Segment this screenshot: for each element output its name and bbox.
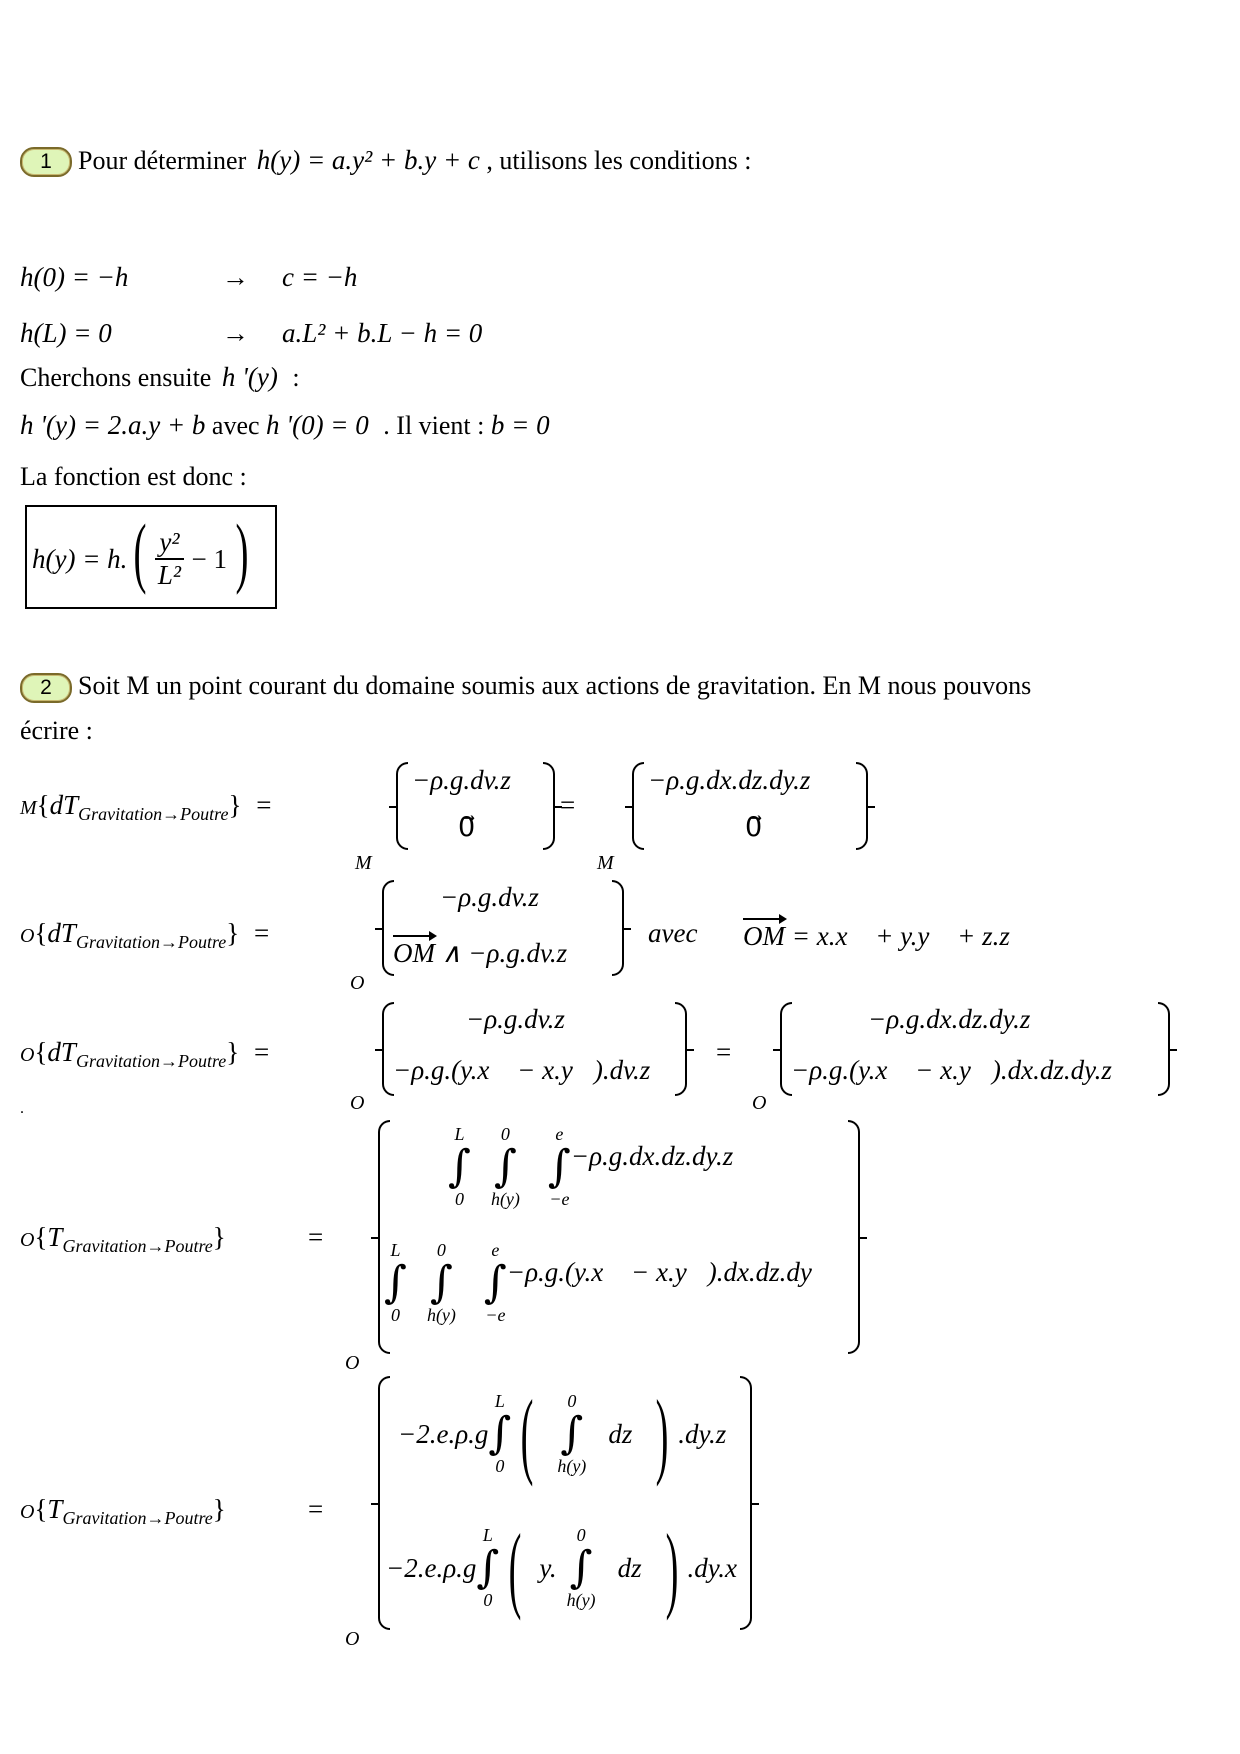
- step-badge-2: 2: [20, 673, 72, 703]
- eq1-equals-2: =: [560, 790, 576, 820]
- derivative-condition: h '(0) = 0: [266, 410, 369, 440]
- step-badge-1: 1: [20, 147, 72, 177]
- result-tail: − 1: [191, 543, 227, 574]
- derivative-avec: avec: [211, 411, 260, 440]
- eq4-torsor: T: [47, 1222, 63, 1252]
- eq2-lhs: $O\{dT_{Gravitation\to Poutre}\}$ =: [20, 918, 270, 952]
- eq1-m2-point: M: [597, 852, 614, 874]
- condition-1-arrow: →: [222, 262, 249, 292]
- eq5-point: O: [20, 1501, 35, 1523]
- eq5-bottom-inner-body: dz: [617, 1552, 642, 1583]
- result-numerator: y²: [155, 527, 183, 560]
- eq2-om-rest: = x.x⃗ + y.y⃗ + z.z⃗: [785, 921, 1031, 951]
- eq4-bottom-integral-3: e ∫ −e: [483, 1240, 507, 1325]
- condition-2-rhs: a.L² + b.L − h = 0: [282, 318, 483, 348]
- eq2-m-top: −ρ.g.dv.z⃗: [440, 882, 560, 912]
- eq1-m1-top: −ρ.g.dv.z⃗: [412, 765, 532, 795]
- eq3-m2-point: O: [752, 1092, 767, 1114]
- section2-intro-line1: Soit M un point courant du domaine soumis aux actions de gravitation. En M nous pouvons: [78, 671, 1032, 700]
- eq2-point: O: [20, 925, 35, 947]
- result-formula: h(y) = h. ( $\frac{\text{y²}}{\text{L²}}$ − 1 ): [32, 508, 249, 595]
- eq5-top-suffix: .dy.z⃗: [678, 1418, 748, 1449]
- condition-1-lhs: h(0) = −h: [20, 262, 129, 292]
- eq4-equals: =: [308, 1222, 324, 1252]
- intro-formula: h(y) = a.y² + b.y + c: [256, 145, 480, 175]
- eq2-m-point: O: [350, 972, 365, 994]
- eq5-bottom-row: −2.e.ρ.g L ∫ 0 ( y. 0 ∫ h(y) dz ) .dy.x⃗: [386, 1514, 759, 1621]
- eq1-equals: =: [256, 790, 272, 820]
- eq2-om-vector-2: OM: [743, 918, 785, 952]
- eq5-bottom-outer-integral: L ∫ 0: [476, 1525, 500, 1610]
- eq1-subscript: Gravitation→Poutre: [78, 804, 229, 824]
- eq4-top-integrand: −ρ.g.dx.dz.dy.z⃗: [570, 1140, 755, 1171]
- eq5-top-inner-body: dz: [608, 1418, 633, 1449]
- eq5-top-outer-integral: L ∫ 0: [488, 1391, 512, 1476]
- eq3-subscript: Gravitation→Poutre: [75, 1051, 227, 1071]
- eq5-m-point: O: [345, 1628, 360, 1650]
- eq3-m1-point: O: [350, 1092, 365, 1114]
- eq3-point: O: [20, 1044, 35, 1066]
- eq3-equals-2: =: [716, 1037, 732, 1067]
- derivative-colon: :: [292, 363, 300, 392]
- eq5-equals: =: [308, 1494, 324, 1524]
- il-vient: . Il vient :: [383, 411, 485, 440]
- eq3-lhs: $O\{dT_{Gravitation\to Poutre}\}$ =: [20, 1037, 270, 1071]
- eq5-lhs: $O\{T_{Gravitation\to Poutre}\}$: [20, 1494, 226, 1528]
- eq5-top-prefix: −2.e.ρ.g: [398, 1418, 489, 1449]
- eq4-top-row: [448, 1124, 754, 1210]
- eq4-point: O: [20, 1229, 35, 1251]
- eq5-bottom-inner-prefix: y.: [539, 1552, 557, 1583]
- eq1-torsor: dT: [49, 790, 79, 820]
- result-box: [25, 505, 277, 609]
- eq4-m-point: O: [345, 1352, 360, 1374]
- derivative-line: [20, 410, 550, 441]
- eq4-bottom-row: [384, 1240, 812, 1326]
- eq1-m1-point: M: [355, 852, 372, 874]
- intro-text-after: , utilisons les conditions :: [486, 146, 752, 175]
- result-lhs: h(y) = h.: [32, 543, 128, 574]
- eq1-point: M: [20, 797, 37, 819]
- derivative-symbol: h '(y): [221, 362, 278, 392]
- eq2-om-definition: [743, 918, 1031, 952]
- eq2-subscript: Gravitation→Poutre: [75, 932, 227, 952]
- condition-2-arrow: →: [222, 318, 249, 348]
- conclusion-text: La fonction est donc :: [20, 462, 247, 491]
- eq1-lhs: $M\{dT_{Gravitation\to Poutre}\}$ =: [20, 790, 272, 824]
- eq2-m-bottom-rest: ∧ −ρ.g.dv.z⃗: [435, 938, 589, 968]
- section2-intro-line2: écrire :: [20, 716, 93, 745]
- eq2-avec: avec: [648, 918, 698, 948]
- eq4-lhs: $O\{T_{Gravitation\to Poutre}\}$: [20, 1222, 226, 1256]
- eq5-top-inner-integral: 0 ∫ h(y): [557, 1391, 587, 1476]
- result-denominator: L²: [157, 560, 182, 590]
- eq5-subscript: Gravitation→Poutre: [62, 1508, 213, 1528]
- eq4-top-integral-1: L ∫ 0: [448, 1124, 471, 1209]
- eq5-bottom-suffix: .dy.x⃗: [687, 1552, 759, 1583]
- eq3-torsor: dT: [47, 1037, 76, 1067]
- result-fraction: [155, 527, 183, 591]
- eq1-m2-bottom: 0⃗: [745, 812, 763, 842]
- derivative-formula: h '(y) = 2.a.y + b: [20, 410, 206, 440]
- derivative-intro-line: [20, 362, 300, 393]
- eq1-m2-top: −ρ.g.dx.dz.dy.z⃗: [648, 765, 832, 795]
- eq3-m2-bottom: −ρ.g.(y.x⃗ − x.y⃗).dx.dz.dy.z⃗: [791, 1055, 1133, 1085]
- eq3-m2-top: −ρ.g.dx.dz.dy.z⃗: [868, 1004, 1052, 1034]
- eq4-top-integral-3: e ∫ −e: [547, 1124, 571, 1209]
- eq4-bottom-integrand: −ρ.g.(y.x⃗ − x.y⃗).dx.dz.dy: [506, 1256, 812, 1287]
- eq3-equals: =: [254, 1037, 270, 1067]
- eq4-bottom-integral-1: L ∫ 0: [384, 1240, 407, 1325]
- stray-dot: .: [20, 1100, 24, 1117]
- eq5-torsor: T: [47, 1494, 63, 1524]
- eq2-equals: =: [254, 918, 270, 948]
- eq5-top-row: −2.e.ρ.g L ∫ 0 ( 0 ∫ h(y) dz ) .dy.z⃗: [398, 1380, 748, 1487]
- eq3-m1-bottom: −ρ.g.(y.x⃗ − x.y⃗).dv.z⃗: [393, 1055, 672, 1085]
- intro-text: Pour déterminer: [78, 146, 247, 175]
- eq5-bottom-prefix: −2.e.ρ.g: [386, 1552, 477, 1583]
- eq4-bottom-integral-2: 0 ∫ h(y): [426, 1240, 456, 1325]
- condition-2-lhs: h(L) = 0: [20, 318, 112, 348]
- derivative-intro: Cherchons ensuite: [20, 363, 212, 392]
- b-result: b = 0: [490, 410, 550, 440]
- eq3-m1-top: −ρ.g.dv.z⃗: [466, 1004, 586, 1034]
- eq1-m1-bottom: 0⃗: [458, 812, 476, 842]
- eq5-bottom-inner-integral: 0 ∫ h(y): [566, 1525, 596, 1610]
- eq4-subscript: Gravitation→Poutre: [62, 1236, 213, 1256]
- section1-intro: [78, 145, 751, 176]
- eq2-torsor: dT: [47, 918, 76, 948]
- eq2-m-bottom: [393, 935, 588, 969]
- eq2-om-vector: OM: [393, 935, 435, 969]
- condition-1-rhs: c = −h: [282, 262, 358, 292]
- eq4-top-integral-2: 0 ∫ h(y): [490, 1124, 520, 1209]
